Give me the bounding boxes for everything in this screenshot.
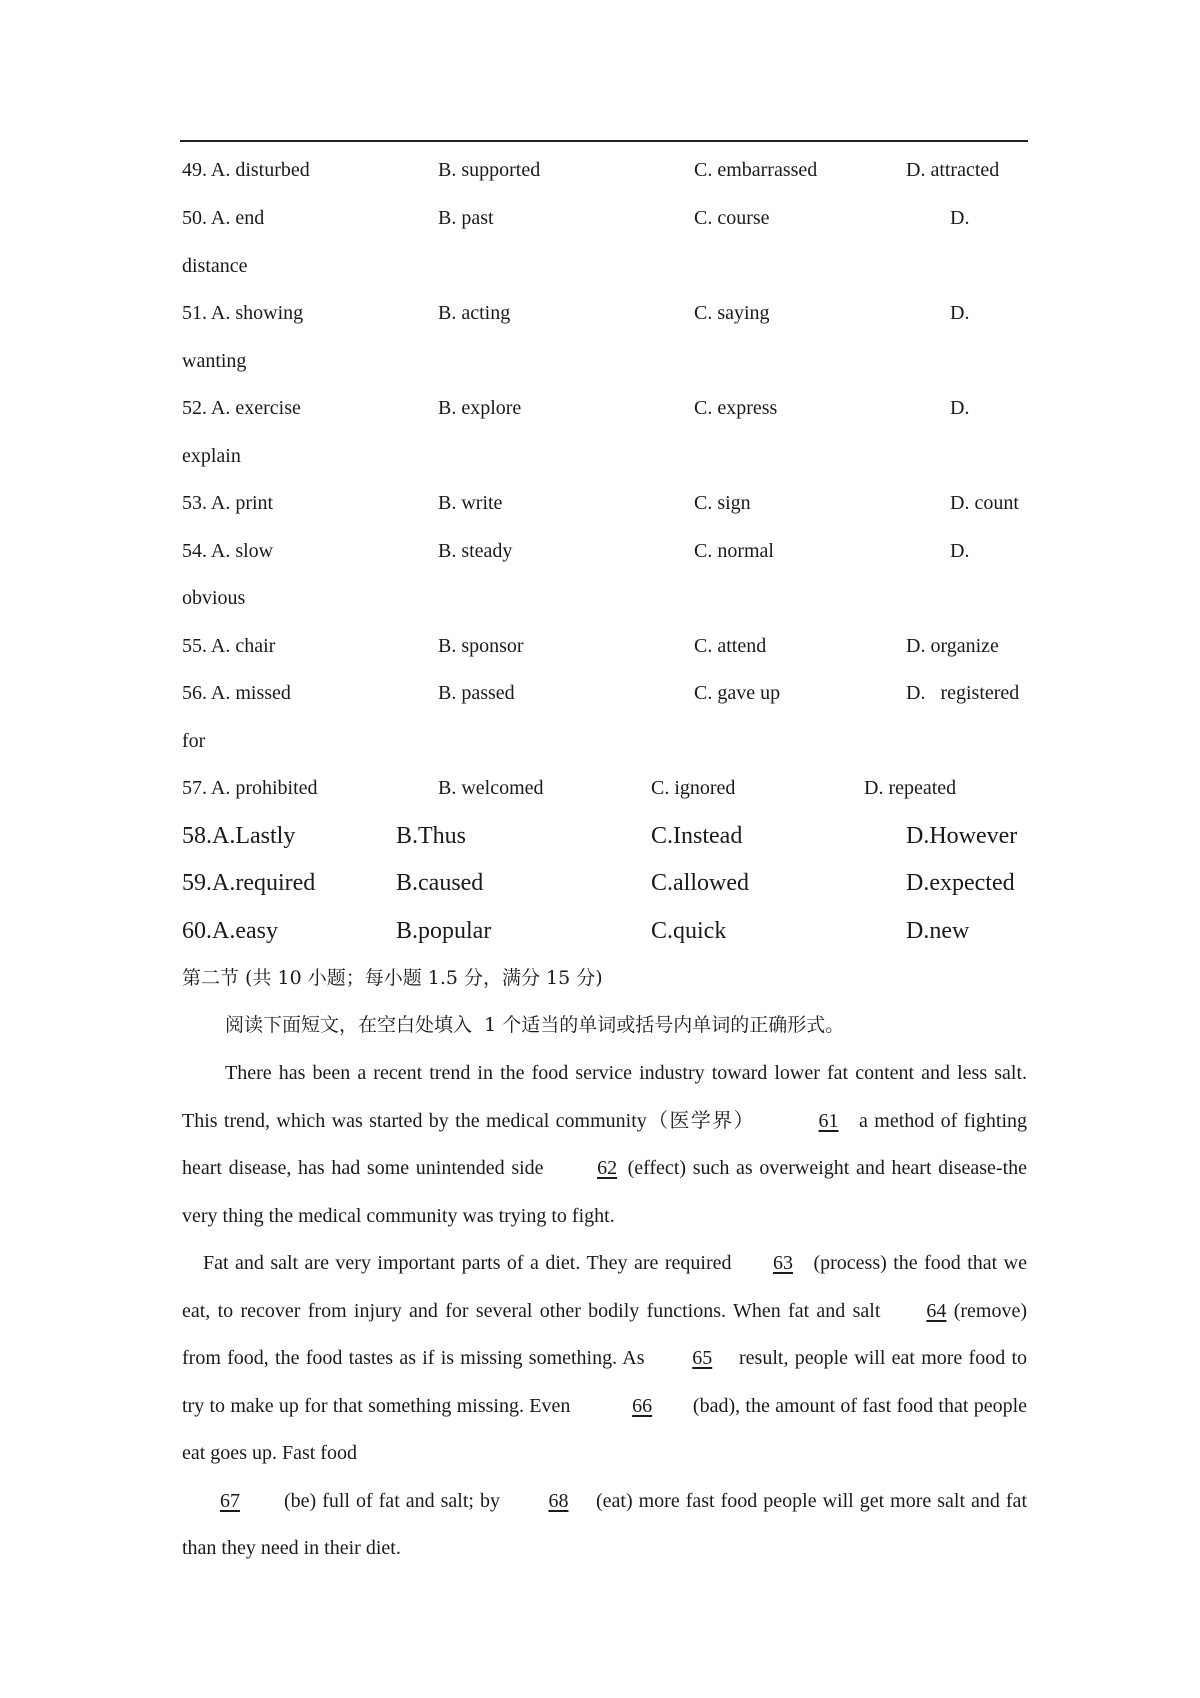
q56-option-c: C. gave up <box>694 682 781 704</box>
blank-66: 66 <box>632 1394 653 1417</box>
q53-option-a: 53. A. print <box>182 492 274 514</box>
p1-text-2: a method of fighting heart disease, has had some unintended side <box>182 1109 1028 1179</box>
q56-option-d: D. registered <box>906 682 1020 704</box>
p2-text-3: (remove) from food, the food tastes as if is missing something. As <box>182 1299 1028 1369</box>
q56-option-b: B. passed <box>438 682 515 704</box>
passage-paragraph-1 <box>182 1050 1027 1240</box>
blank-68: 68 <box>548 1489 569 1512</box>
q51-option-d: D. <box>950 302 970 324</box>
blank-61: 61 <box>818 1109 839 1132</box>
q50-option-d: D. <box>950 207 970 229</box>
q52-option-b: B. explore <box>438 397 522 419</box>
top-rule <box>180 140 1028 142</box>
q60-option-b: B.popular <box>396 918 492 944</box>
q58-option-d: D.However <box>906 823 1018 849</box>
q58-option-c: C.Instead <box>651 823 743 849</box>
p2-text-7: (eat) more fast food people will get more salt and fat than they need in their diet. <box>182 1489 1027 1559</box>
q54-option-d: D. <box>950 540 970 562</box>
q49-option-d: D. attracted <box>906 159 1000 181</box>
q50-option-d-wrap: distance <box>182 255 248 277</box>
q49-option-a: 49. A. disturbed <box>182 159 310 181</box>
q54-option-c: C. normal <box>694 540 774 562</box>
blank-64: 64 <box>926 1299 947 1322</box>
p1-text-3: (effect) such as overweight and heart disease-the very thing the medical community was trying to fight. <box>182 1157 1028 1227</box>
q54-option-d-wrap: obvious <box>182 587 246 609</box>
passage-paragraph-2 <box>182 1240 1027 1573</box>
q58-option-a: 58.A.Lastly <box>182 823 296 849</box>
q59-option-c: C.allowed <box>651 870 749 896</box>
q55-option-d: D. organize <box>906 635 999 657</box>
q55-option-b: B. sponsor <box>438 635 524 657</box>
q50-option-c: C. course <box>694 207 770 229</box>
q60-option-a: 60.A.easy <box>182 918 278 944</box>
q60-option-c: C.quick <box>651 918 727 944</box>
p2-text-2: (process) the food that we eat, to recover from injury and for several other bodily functions. When fat and salt <box>182 1252 1027 1322</box>
q51-option-b: B. acting <box>438 302 511 324</box>
blank-67: 67 <box>220 1489 240 1512</box>
q51-option-c: C. saying <box>694 302 770 324</box>
q57-option-a: 57. A. prohibited <box>182 777 318 799</box>
section-instruction: 阅读下面短文，在空白处填入 1 个适当的单词或括号内单词的正确形式。 <box>225 1014 845 1036</box>
q52-option-c: C. express <box>694 397 778 419</box>
blank-63: 63 <box>772 1252 793 1274</box>
q57-option-c: C. ignored <box>651 777 736 799</box>
p2-text-5: (bad), the amount of fast food that people eat goes up. Fast food <box>182 1394 1028 1464</box>
p2-text-4: result, people will eat more food to try to make up for that something missing. Even <box>182 1347 1028 1417</box>
p2-text-6: (be) full of fat and salt; by <box>278 1489 500 1512</box>
q53-option-b: B. write <box>438 492 503 514</box>
q56-option-a: 56. A. missed <box>182 682 291 704</box>
p1-text-1: There has been a recent trend in the food service industry toward lower fat content and less salt. This trend, which was started by the medical community（医学界） <box>182 1062 1027 1132</box>
q54-option-a: 54. A. slow <box>182 540 274 562</box>
q55-option-a: 55. A. chair <box>182 635 276 657</box>
q57-option-d: D. repeated <box>864 777 957 799</box>
q51-option-d-wrap: wanting <box>182 350 247 372</box>
q53-option-c: C. sign <box>694 492 751 514</box>
q50-option-a: 50. A. end <box>182 207 265 229</box>
q51-option-a: 51. A. showing <box>182 302 304 324</box>
q49-option-c: C. embarrassed <box>694 159 818 181</box>
q57-option-b: B. welcomed <box>438 777 544 799</box>
q52-option-a: 52. A. exercise <box>182 397 301 419</box>
q50-option-b: B. past <box>438 207 494 229</box>
q52-option-d: D. <box>950 397 970 419</box>
q59-option-d: D.expected <box>906 870 1015 896</box>
blank-65: 65 <box>692 1347 713 1369</box>
q59-option-b: B.caused <box>396 870 484 896</box>
q59-option-a: 59.A.required <box>182 870 316 896</box>
section-heading: 第二节 (共 10 小题；每小题 1.5 分，满分 15 分) <box>182 967 603 989</box>
p2-text-1: Fat and salt are very important parts of a diet. They are required <box>203 1252 732 1274</box>
q58-option-b: B.Thus <box>396 823 467 849</box>
q55-option-c: C. attend <box>694 635 767 657</box>
q60-option-d: D.new <box>906 918 970 944</box>
q52-option-d-wrap: explain <box>182 445 241 467</box>
q49-option-b: B. supported <box>438 159 541 181</box>
blank-62: 62 <box>597 1157 618 1179</box>
q56-option-d-wrap: for <box>182 730 206 752</box>
q53-option-d: D. count <box>950 492 1019 514</box>
q54-option-b: B. steady <box>438 540 513 562</box>
